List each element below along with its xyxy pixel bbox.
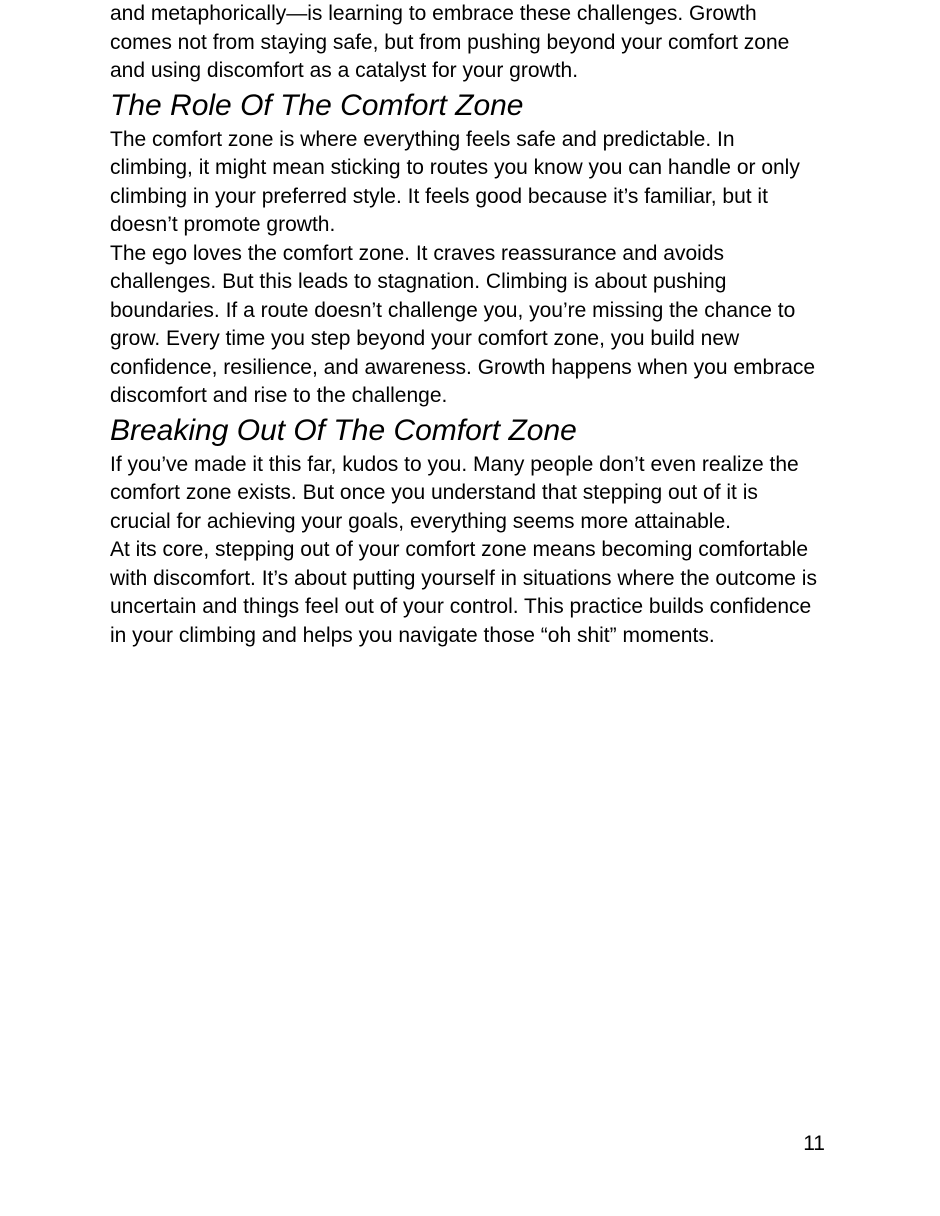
section-heading-role-of-comfort-zone: The Role Of The Comfort Zone — [110, 88, 524, 122]
page-number: 11 — [803, 1132, 825, 1155]
paragraph-ego-loves-comfort-zone: The ego loves the comfort zone. It craves reassurance and avoids challenges. But this leads to stagnation. Climbing is about pushing boundaries. If a route doesn’t challenge you, you’re missing the chance to grow. Every time you step beyond your comfort zone, you build new confidence, resilience, and awareness. Growth happens when you embrace discomfort and rise to the challenge. — [110, 241, 816, 407]
document-content — [110, 0, 820, 650]
section-heading-breaking-out: Breaking Out Of The Comfort Zone — [110, 413, 577, 447]
paragraph-kudos: If you’ve made it this far, kudos to you. Many people don’t even realize the comfort zone exists. But once you understand that stepping out of it is crucial for achieving your goals, everything seems more attainable. — [110, 452, 799, 533]
paragraph-comfort-zone-definition: The comfort zone is where everything feels safe and predictable. In climbing, it might mean sticking to routes you know you can handle or only climbing in your preferred style. It feels good because it’s familiar, but it doesn’t promote growth. — [110, 127, 800, 236]
paragraph-intro-continuation: and metaphorically—is learning to embrace these challenges. Growth comes not from staying safe, but from pushing beyond your comfort zone and using discomfort as a catalyst for your growth. — [110, 2, 790, 82]
paragraph-at-its-core: At its core, stepping out of your comfort zone means becoming comfortable with discomfort. It’s about putting yourself in situations where the outcome is uncertain and things feel out of your control. This practice builds confidence in your climbing and helps you navigate those “oh shit” moments. — [110, 538, 817, 647]
